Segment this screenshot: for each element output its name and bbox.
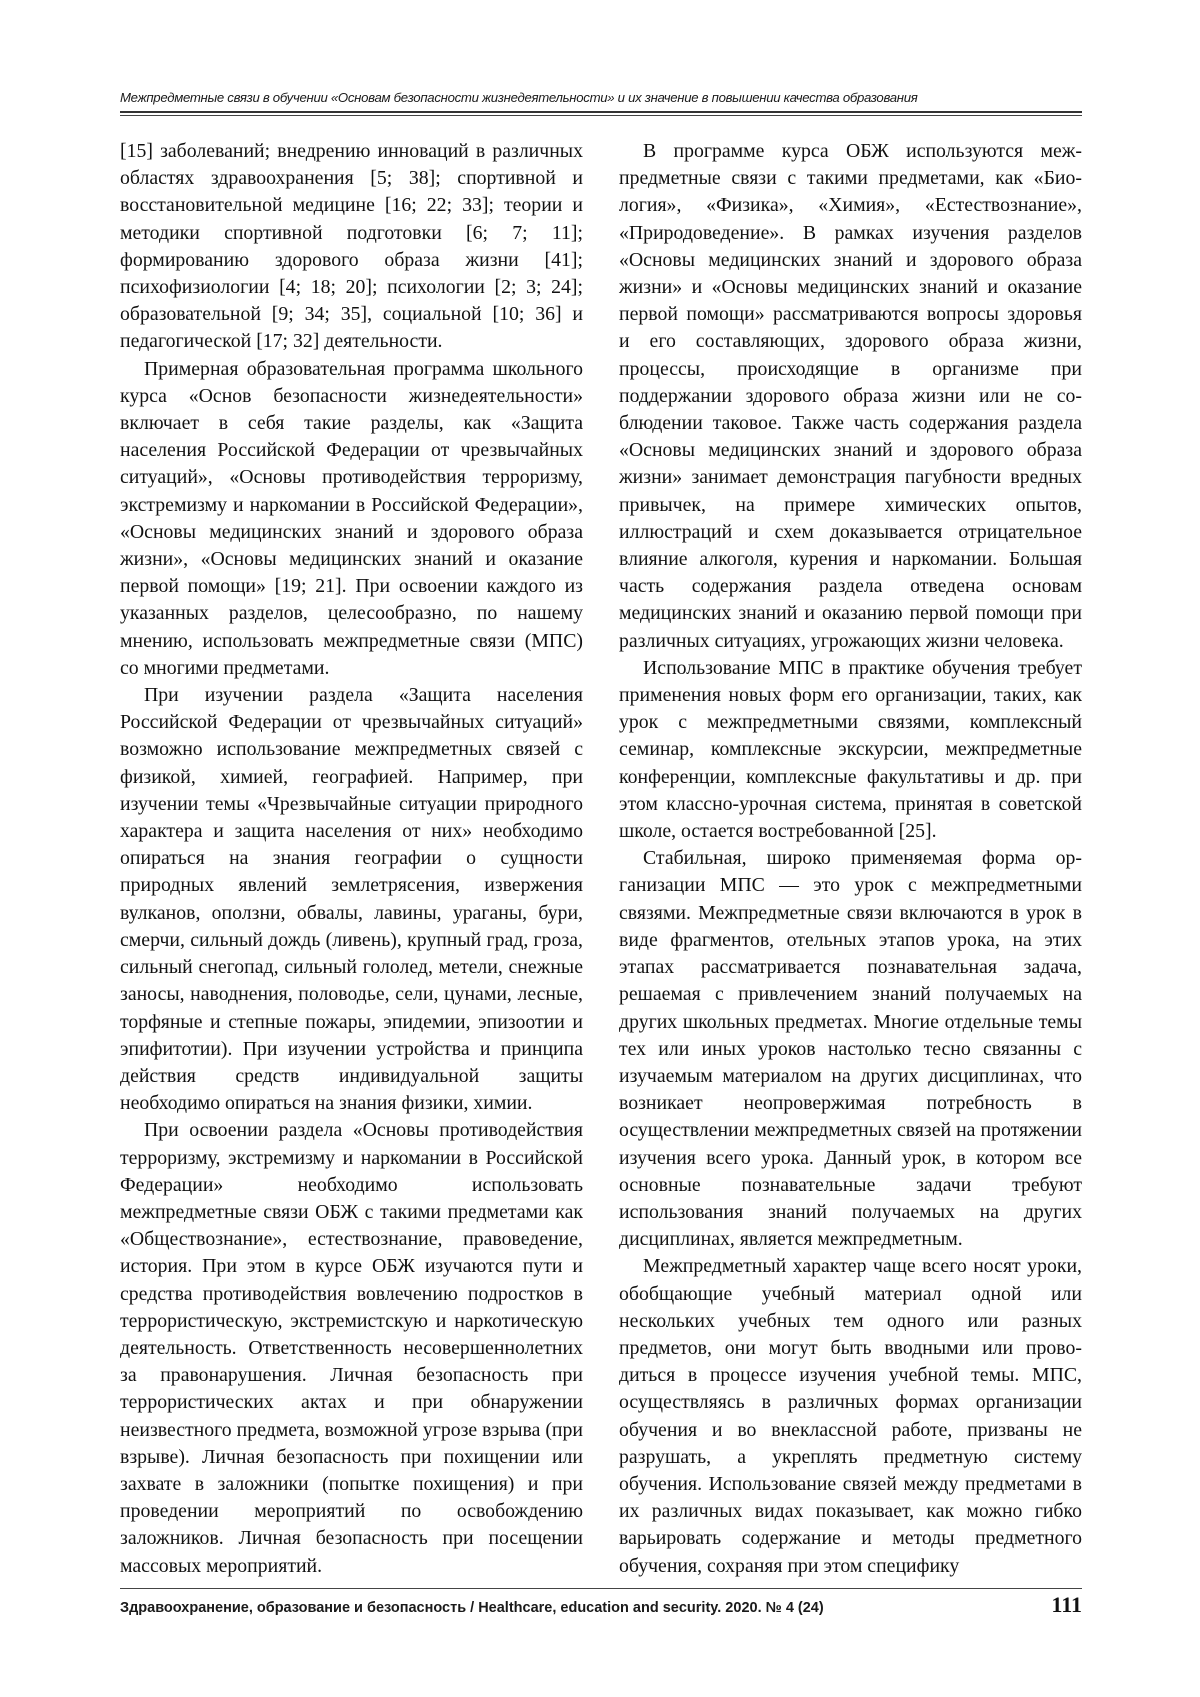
paragraph: В программе курса ОБЖ используются межпредметные связи с такими предметами, как «Биология», «Физика», «Химия», «Естествознание», «Природоведение». В рамках изучения разделов «Основы медицинских знаний и здорового образа жизни» и «Основы медицинских знаний и оказание первой помощи» рассматриваются вопросы здоровья и его составляющих, здорового образа жизни, процессы, происходящие в организме при поддержании здорового образа жизни или не соблюдении таковое. Также часть содержания раздела «Основы медицинских знаний и здорового образа жизни» занимает демонстрация пагубности вредных привычек, на примере химических опытов, иллюстраций и схем доказывается отрицательное влияние алкоголя, курения и наркомании. Большая часть содержания раздела отведена основам медицинских знаний и оказанию первой помощи при различных ситуациях, угрожающих жизни человека. xyxy=(619,140,1082,652)
paragraph: [15] заболеваний; внедрению инноваций в различных областях здравоохранения [5; 38]; спортивной и восстановительной медицине [16; 22; 33]; теории и методики спортивной подготовки [6; 7; 11]; формированию здорового образа жизни [41]; психофизиологии [4; 18; 20]; психологии [2; 3; 24]; образовательной [9; 34; 35], социальной [10; 36] и педагогической [17; 32] деятельности. xyxy=(120,140,583,353)
running-header: Межпредметные связи в обучении «Основам безопасности жизнедеятельности» и их значение в повышении качества образования xyxy=(120,90,918,105)
left-column xyxy=(120,138,583,1580)
paragraph: При освоении раздела «Основы противодействия терроризму, экстремизму и наркомании в Российской Федерации» необходимо использовать межпредметные связи ОБЖ с такими предметами как «Обществознание», естествознание, правоведение, история. При этом в курсе ОБЖ изучаются пути и средства противодействия вовлечению подростков в террористическую, экстремистскую и наркотическую деятельность. Ответственность несовершеннолетних за правонарушения. Личная безопасность при террористических актах и при обнаружении неизвестного предмета, возможной угрозе взрыва (при взрыве). Личная безопасность при похищении или захвате в заложники (попытке похищения) и при проведении мероприятий по освобождению заложников. Личная безопасность при посещении массовых мероприятий. xyxy=(120,1119,583,1577)
right-column xyxy=(619,138,1082,1580)
journal-footer: Здравоохранение, образование и безопасность / Healthcare, education and security. 2020. № 4 (24) xyxy=(120,1600,824,1616)
header-rule xyxy=(120,111,1082,113)
paragraph: Использование МПС в практике обучения требует применения новых форм его организации, таких, как урок с межпредметными связями, комплексный семинар, комплексные экскурсии, межпредметные конференции, комплексные факультативы и др. при этом классно-урочная система, принятая в советской школе, остается востребованной [25]. xyxy=(619,656,1082,843)
paragraph: Примерная образовательная программа школьного курса «Основ безопасности жизнедеятельности» включает в себя такие разделы, как «Защита населения Российской Федерации от чрезвычайных ситуаций», «Основы противодействия терроризму, экстремизму и наркомании в Российской Федерации», «Основы медицинских знаний и здорового образа жизни», «Основы медицинских знаний и оказание первой помощи» [19; 21]. При освоении каждого из указанных разделов, целесообразно, по нашему мнению, использовать межпредметные связи (МПС) со многими предметами. xyxy=(120,357,583,679)
paragraph: Межпредметный характер чаще всего носят уроки, обобщающие учебный материал одной или нескольких учебных тем одного или разных предметов, они могут быть вводными или проводиться в процессе изучения учебной темы. МПС, осуществляясь в различных формах организации обучения и во внеклассной работе, призваны не разрушать, а укреплять предметную систему обучения. Использование связей между предметами в их различных видах показывает, как можно гибко варьировать содержание и методы предметного обучения, сохраняя при этом специфику xyxy=(619,1255,1082,1577)
header-rule-thin xyxy=(120,115,1082,116)
paragraph: При изучении раздела «Защита населения Российской Федерации от чрезвычайных ситуаций» возможно использование межпредметных связей с физикой, химией, географией. Например, при изучении темы «Чрезвычайные ситуации природного характера и защита населения от них» необходимо опираться на знания географии о сущности природных явлений землетрясения, извержения вулканов, оползни, обвалы, лавины, ураганы, бури, смерчи, сильный дождь (ливень), крупный град, гроза, сильный снегопад, сильный гололед, метели, снежные заносы, наводнения, половодье, сели, цунами, лесные, торфяные и степные пожары, эпидемии, эпизоотии и эпифитотии). При изучении устройства и принципа действия средств индивидуальной защиты необходимо опираться на знания физики, химии. xyxy=(120,684,583,1115)
footer-rule xyxy=(120,1588,1082,1589)
page-number: 111 xyxy=(1051,1592,1082,1617)
paragraph: Стабильная, широко применяемая форма организации МПС — это урок с межпредметными связями. Межпредметные связи включаются в урок в виде фрагментов, отельных этапов урока, на этих этапах рассматривается познавательная задача, решаемая с привлечением знаний получаемых на других школьных предметах. Многие отдельные темы тех или иных уроков настолько тесно связанны с изучаемым материалом на других дисциплинах, что возникает неопровержимая потребность в осуществлении межпредметных связей на протяжении изучения всего урока. Данный урок, в котором все основные познавательные задачи требуют использования знаний получаемых на других дисциплинах, является межпредметным. xyxy=(619,847,1082,1251)
